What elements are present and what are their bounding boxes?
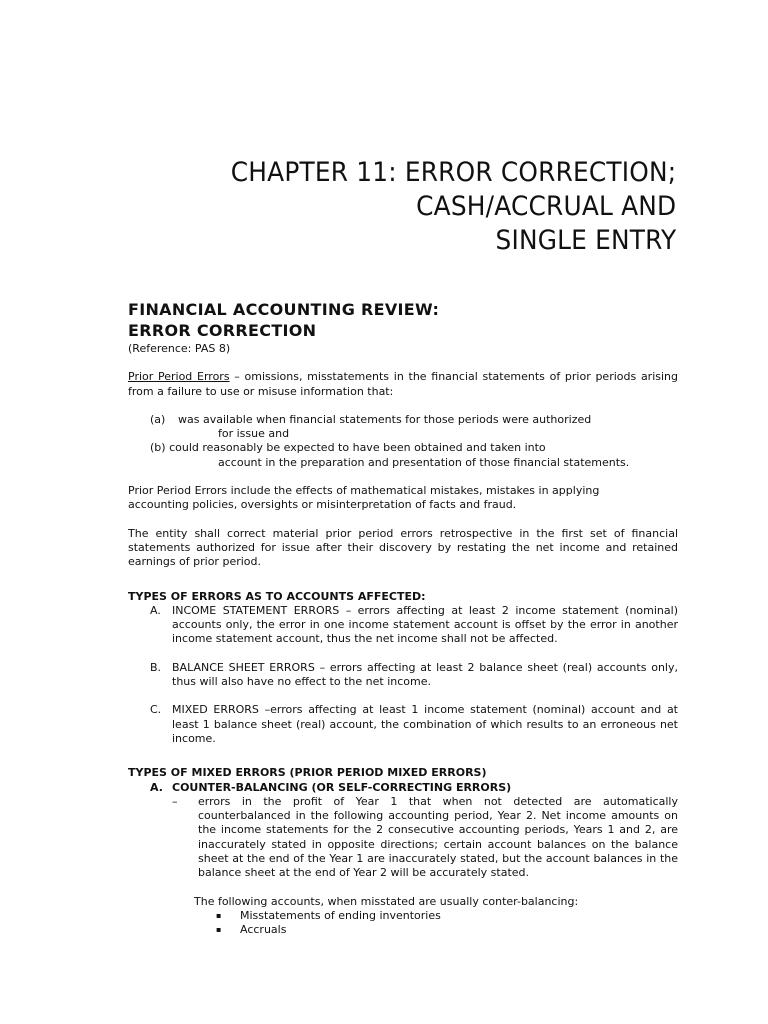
list-item-text: Misstatements of ending inventories	[240, 908, 441, 922]
prior-period-definition-text: – omissions, misstatements in the financial statements of prior periods arising from a failure to use or misuse information that:	[128, 370, 679, 398]
definition-item-a	[128, 413, 678, 427]
chapter-title-line-2: CASH/ACCRUAL AND	[415, 191, 676, 222]
sub-title: COUNTER-BALANCING (OR SELF-CORRECTING ERRORS)	[172, 780, 512, 794]
reference-note: (Reference: PAS 8)	[128, 342, 231, 355]
dash-marker: –	[172, 794, 178, 808]
chapter-title	[230, 156, 676, 258]
section-title-line-2: ERROR CORRECTION	[128, 321, 317, 340]
item-text: BALANCE SHEET ERRORS – errors affecting at least 2 balance sheet (real) accounts only, thus will also have no effect to the net income.	[172, 660, 678, 689]
item-a-text: was available when financial statements for those periods were authorized	[178, 412, 592, 426]
types-accounts-item-a	[150, 604, 678, 647]
prior-period-term: Prior Period Errors	[128, 370, 230, 384]
types-accounts-item-c	[150, 703, 678, 746]
item-text: MIXED ERRORS –errors affecting at least 1 income statement (nominal) account and at least 1 balance sheet (real) account, the combination of which results to an erroneous net income.	[172, 703, 678, 745]
item-b-label: (b)	[150, 441, 166, 455]
document-body	[128, 299, 678, 938]
list-item	[216, 909, 678, 923]
item-a-label: (a)	[150, 412, 166, 426]
bullet-icon: ▪	[216, 910, 222, 920]
types-accounts-heading: TYPES OF ERRORS AS TO ACCOUNTS AFFECTED:	[128, 589, 426, 603]
types-accounts-item-b	[150, 661, 678, 690]
section-title-line-1: FINANCIAL ACCOUNTING REVIEW:	[128, 300, 440, 319]
list-item	[216, 923, 678, 937]
correction-paragraph: The entity shall correct material prior period errors retrospective in the first set of financial statements authorized for issue after their discovery by restating the net income and retained earnings of prior period.	[128, 526, 678, 569]
item-label: B.	[150, 660, 162, 674]
include-paragraph: Prior Period Errors include the effects of mathematical mistakes, mistakes in applying accounting policies, oversights or misinterpretation of facts and fraud.	[128, 484, 600, 512]
sub-label: A.	[150, 780, 163, 794]
chapter-title-line-1: CHAPTER 11: ERROR CORRECTION;	[230, 157, 676, 188]
definition-text: errors in the profit of Year 1 that when not detected are automatically counterbalanced in the following accounting period, Year 2. Net income amounts on the income statements for the 2 consecutive accounting periods, Years 1 and 2, are inaccurately stated in opposite directions; certain account balances on the balance sheet at the end of the Year 1 are inaccurately stated, but the account balances in the balance sheet at the end of Year 2 will be accurately stated.	[198, 794, 678, 880]
list-item-text: Accruals	[240, 923, 287, 937]
item-label: C.	[150, 703, 162, 717]
counter-balancing-definition	[172, 795, 678, 881]
prior-period-definition	[128, 370, 678, 399]
types-mixed-heading: TYPES OF MIXED ERRORS (PRIOR PERIOD MIXED ERRORS)	[128, 766, 487, 780]
counter-balancing-heading	[150, 781, 678, 795]
item-label: A.	[150, 603, 161, 617]
definition-item-b	[128, 441, 678, 455]
bullet-icon: ▪	[216, 925, 222, 935]
item-b-text: could reasonably be expected to have been obtained and taken into	[169, 441, 546, 455]
chapter-title-line-3: SINGLE ENTRY	[495, 225, 676, 256]
item-text: INCOME STATEMENT ERRORS – errors affecting at least 2 income statement (nominal) accounts only, the error in one income statement account is offset by the error in another income statement account, thus the net income shall not be affected.	[172, 603, 678, 646]
item-a-continuation: for issue and	[218, 427, 290, 441]
list-intro: The following accounts, when misstated are usually conter-balancing:	[194, 894, 579, 908]
item-b-continuation: account in the preparation and presentation of those financial statements.	[218, 455, 630, 469]
